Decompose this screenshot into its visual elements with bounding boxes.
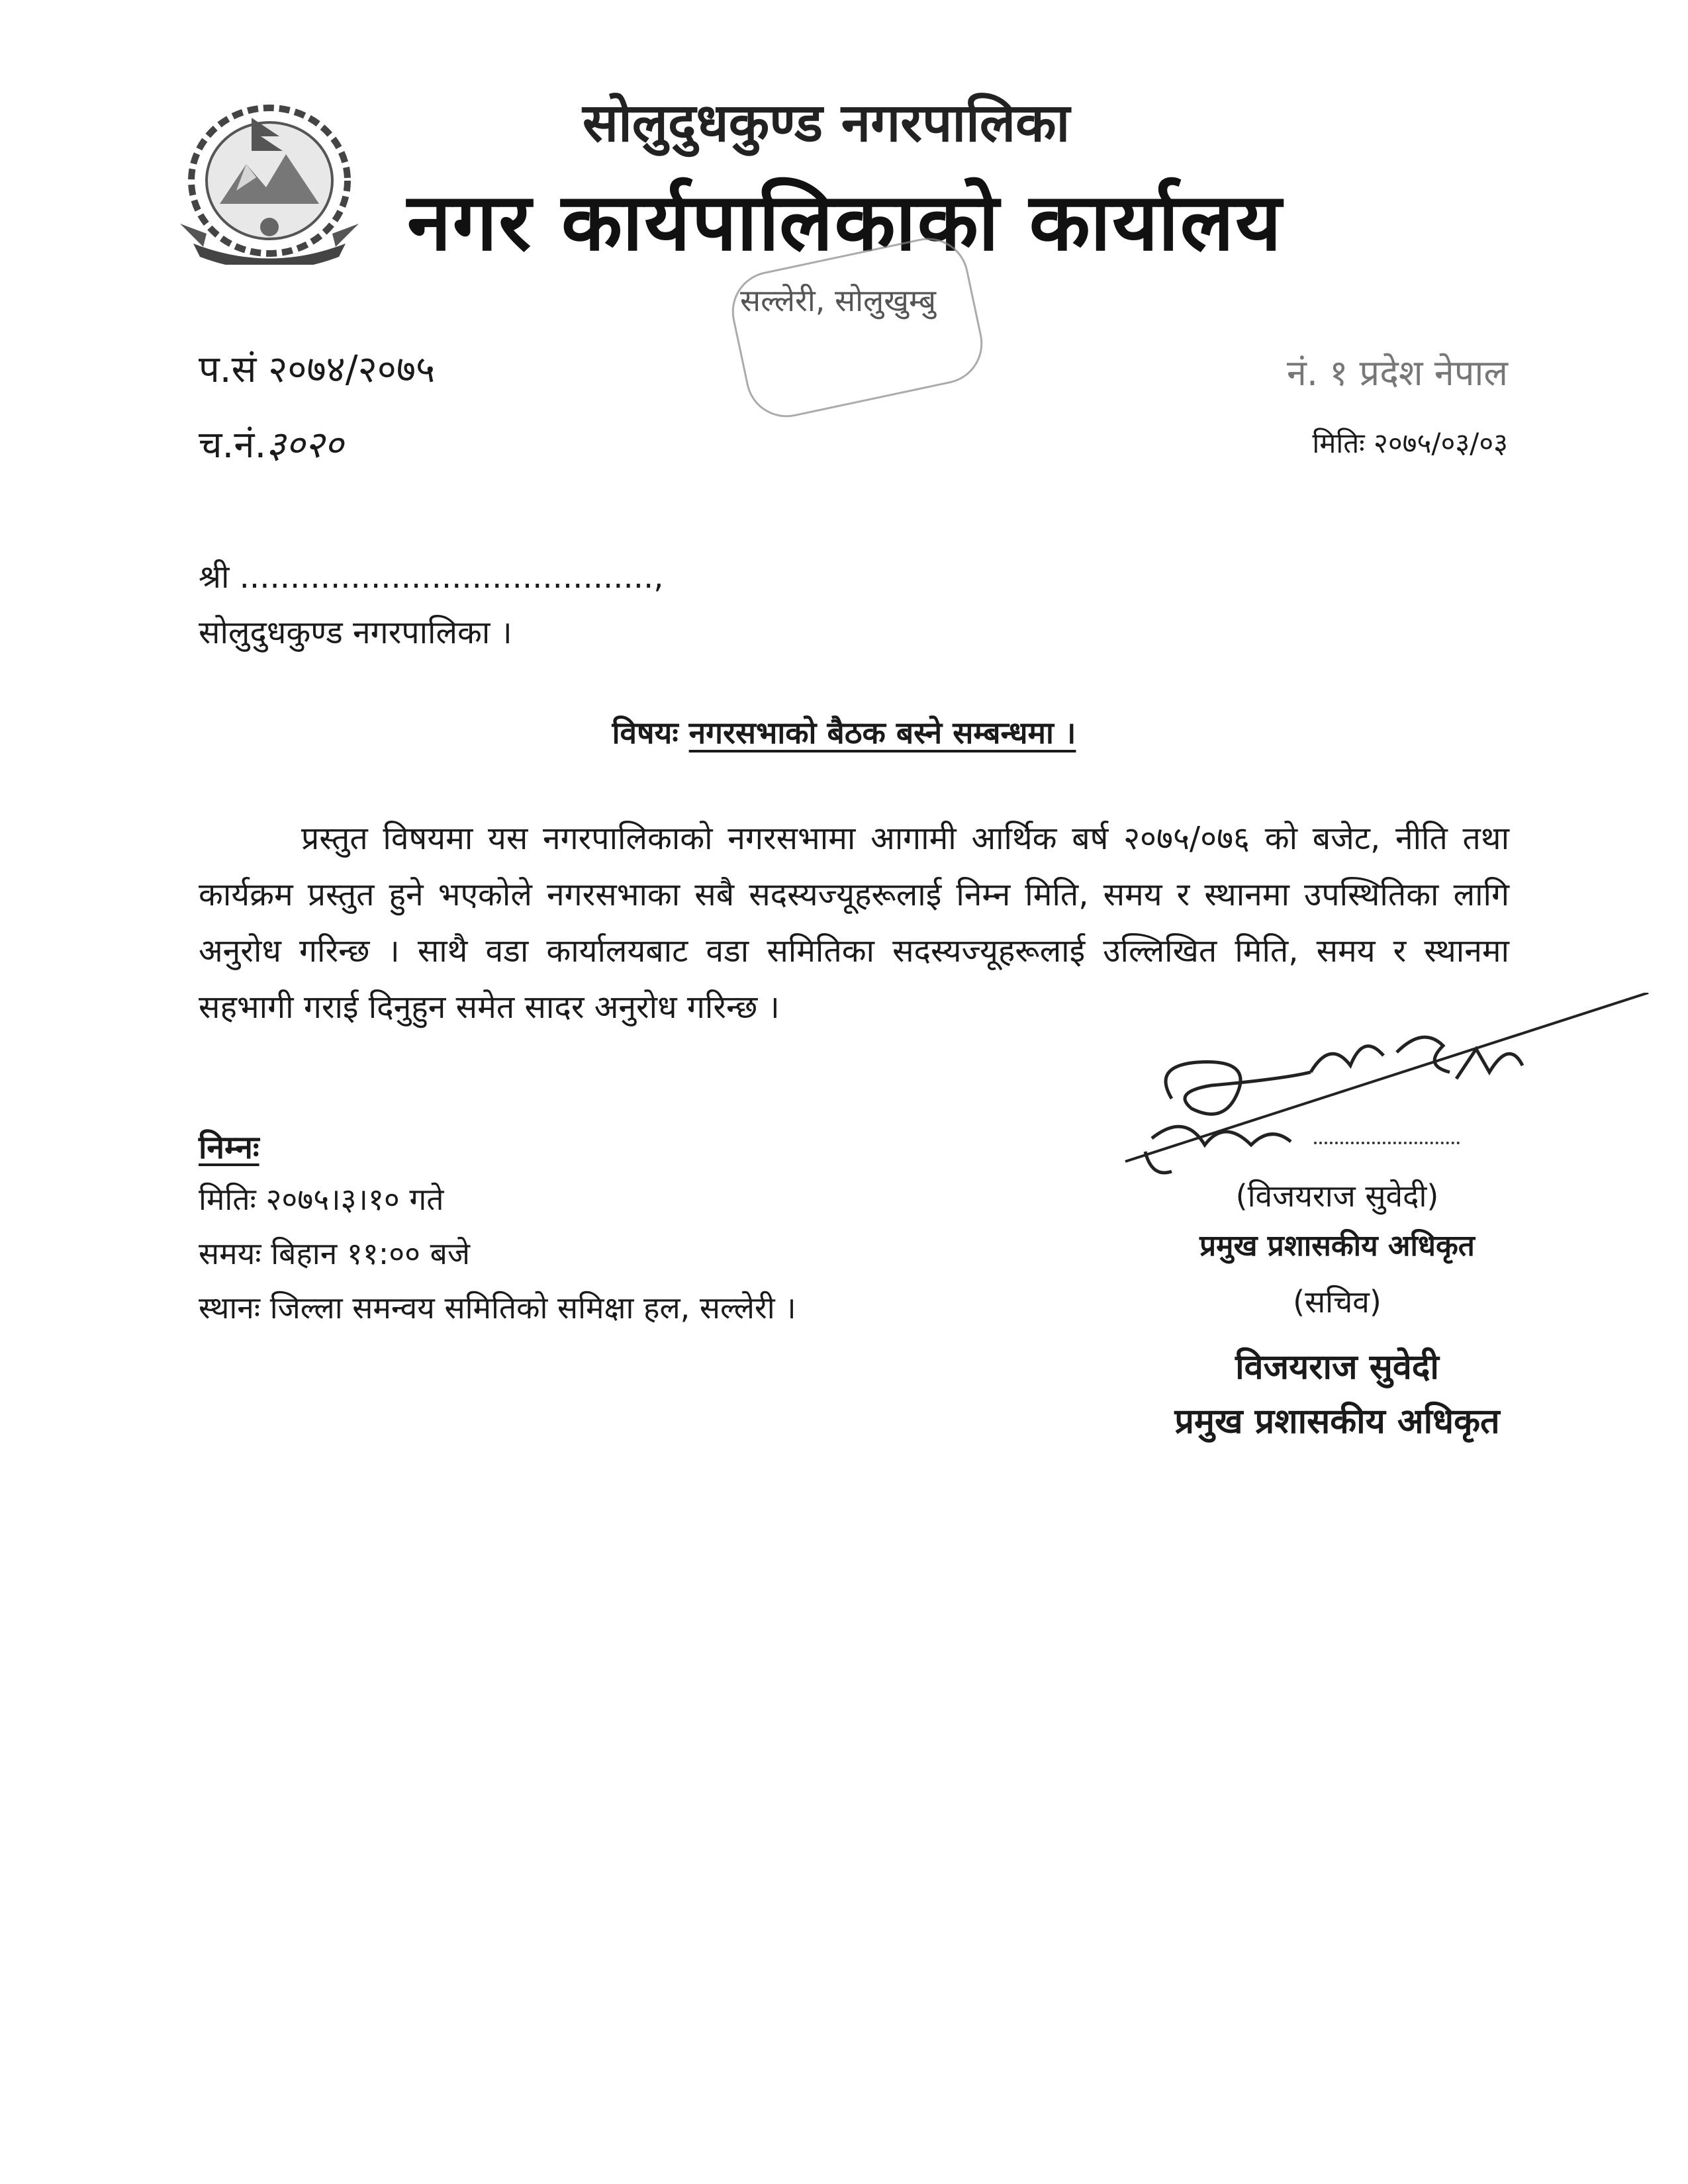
schedule-venue: स्थानः जिल्ला समन्वय समितिको समिक्षा हल, सल्लेरी ।	[199, 1290, 796, 1326]
subject-text: नगरसभाको बैठक बस्ने सम्बन्धमा ।	[688, 715, 1076, 751]
letter-date: मितिः २०७५/०३/०३	[1312, 427, 1508, 459]
dispatch-number	[199, 418, 344, 469]
office-address: सल्लेरी, सोलुखुम्बु	[740, 283, 937, 318]
government-emblem-icon	[173, 91, 365, 265]
office-name: नगर कार्यपालिकाको कार्यालय	[407, 177, 1283, 269]
signatory-role: (सचिव)	[1293, 1284, 1382, 1320]
subject-line	[0, 711, 1688, 752]
schedule-date: मितिः २०७५।३।१० गते	[199, 1181, 444, 1217]
schedule-heading: निम्नः	[199, 1129, 259, 1166]
dispatch-label: च.नं.	[199, 424, 267, 467]
signatory-stamp-name: विजयराज सुवेदी	[1235, 1347, 1439, 1387]
recipient-line: श्री .........................................,	[199, 559, 664, 596]
municipality-name: सोलुदुधकुण्ड नगरपालिका	[583, 92, 1070, 154]
schedule-time: समयः बिहान ११:०० बजे	[199, 1236, 471, 1271]
signatory-stamp-title: प्रमुख प्रशासकीय अधिकृत	[1174, 1402, 1500, 1441]
subject-label: विषयः	[612, 715, 679, 751]
office-seal-stamp	[718, 235, 996, 420]
reference-number: प.सं २०७४/२०७५	[199, 348, 436, 391]
recipient-organization: सोलुदुधकुण्ड नगरपालिका ।	[199, 614, 512, 651]
signature-line	[1314, 1135, 1460, 1144]
province-label: नं. १ प्रदेश नेपाल	[1286, 352, 1508, 394]
signatory-title: प्रमुख प्रशासकीय अधिकृत	[1199, 1229, 1475, 1263]
signatory-name: (विजयराज सुवेदी)	[1235, 1178, 1439, 1214]
letter-body: प्रस्तुत विषयमा यस नगरपालिकाको नगरसभामा आगामी आर्थिक बर्ष २०७५/०७६ को बजेट, नीति तथा कार्यक्रम प्रस्तुत हुने भएकोले नगरसभाका सबै सदस्यज्यूहरूलाई निम्न मिति, समय र स्थानमा उपस्थितिका लागि अनुरोध गरिन्छ । साथै वडा कार्यालयबाट वडा समितिका सदस्यज्यूहरूलाई उल्लिखित मिति, समय र स्थानमा सहभागी गराई दिनुहुन समेत सादर अनुरोध गरिन्छ ।	[199, 820, 1509, 1026]
dispatch-number-handwritten: ३०२०	[266, 424, 344, 467]
